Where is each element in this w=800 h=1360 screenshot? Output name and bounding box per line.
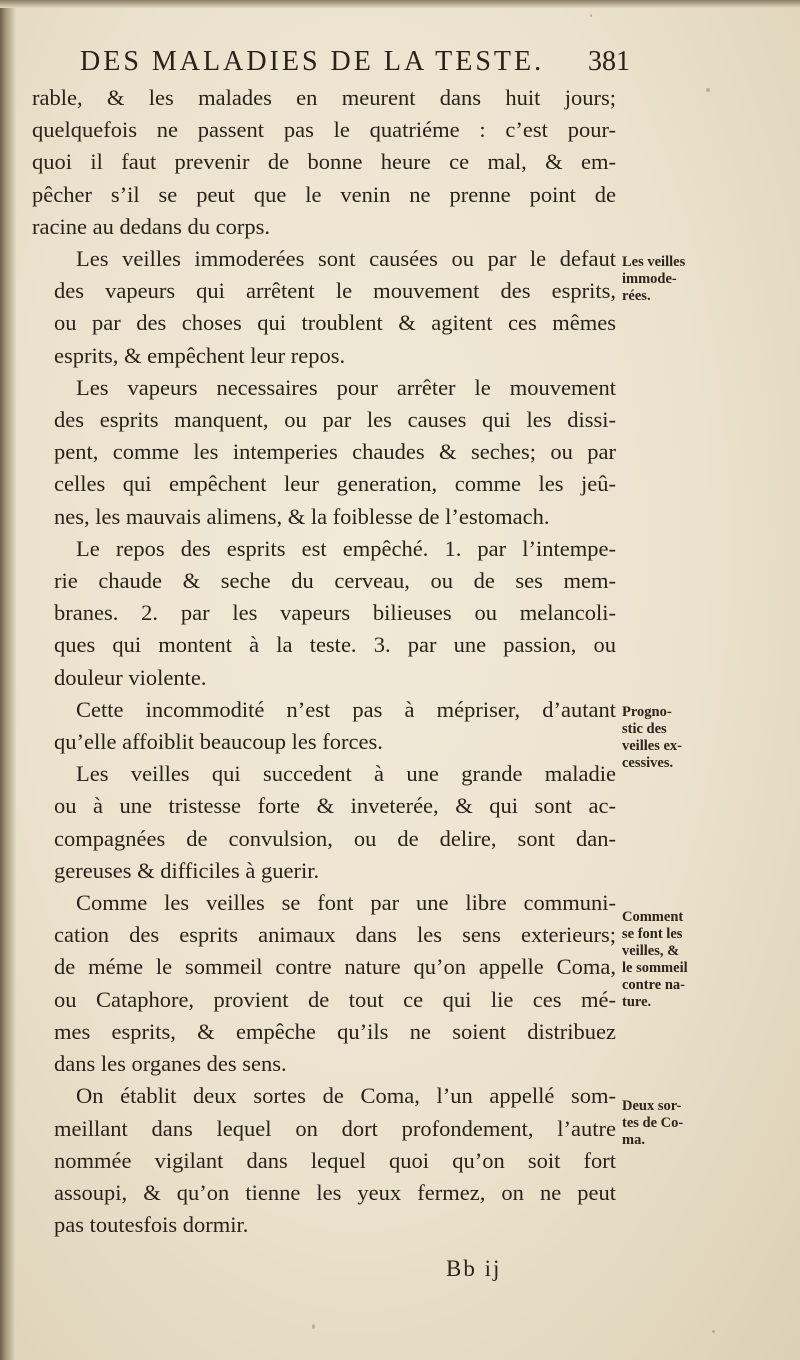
text-line: Le repos des esprits est empêché. 1. par l’intempe- bbox=[76, 535, 616, 561]
margin-note-line: contre na- bbox=[622, 977, 685, 993]
margin-note-line: Deux sor- bbox=[622, 1098, 682, 1114]
paper-speck bbox=[590, 14, 592, 17]
paragraph-p5 bbox=[32, 694, 616, 758]
margin-note-line: cessives. bbox=[622, 755, 674, 771]
text-line: pent, comme les intemperies chaudes & seches; ou par bbox=[54, 439, 616, 465]
margin-note-veilles-immoderees bbox=[622, 254, 734, 305]
margin-note-line: veilles, & bbox=[622, 943, 680, 959]
margin-note-line: se font les bbox=[622, 926, 683, 942]
margin-note-line: Progno- bbox=[622, 704, 672, 720]
text-line: assoupi, & qu’on tienne les yeux fermez, on ne peut bbox=[54, 1179, 616, 1205]
paper-speck bbox=[706, 88, 710, 92]
page-top-edge bbox=[0, 0, 800, 8]
signature-mark: Bb ij bbox=[446, 1256, 502, 1281]
margin-note-line: tes de Co- bbox=[622, 1115, 684, 1131]
text-line: Comme les veilles se font par une libre communi- bbox=[76, 890, 616, 916]
paper-speck bbox=[712, 1330, 715, 1333]
text-line: douleur violente. bbox=[54, 664, 207, 690]
text-line: esprits, & empêchent leur repos. bbox=[54, 342, 346, 368]
text-line: On établit deux sortes de Coma, l’un appellé som- bbox=[76, 1083, 616, 1109]
paragraph-p3 bbox=[32, 372, 616, 533]
text-line: Les veilles qui succedent à une grande maladie bbox=[76, 761, 616, 787]
margin-note-line: Les veilles bbox=[622, 254, 686, 270]
text-line: rable, & les malades en meurent dans huit jours; bbox=[32, 85, 616, 110]
paragraph-p7 bbox=[32, 887, 616, 1080]
text-line: compagnées de convulsion, ou de delire, sont dan- bbox=[54, 825, 616, 851]
text-line: mes esprits, & empêche qu’ils ne soient distribuez bbox=[54, 1018, 616, 1044]
text-line: branes. 2. par les vapeurs bilieuses ou melancoli- bbox=[54, 600, 616, 626]
text-line: ou par des choses qui troublent & agitent ces mêmes bbox=[54, 310, 616, 336]
running-head: DES MALADIES DE LA TESTE. bbox=[80, 46, 545, 77]
margin-note-comment-se-font bbox=[622, 909, 734, 1011]
text-line: quoi il faut prevenir de bonne heure ce mal, & em- bbox=[32, 149, 616, 175]
margin-note-line: immode- bbox=[622, 271, 677, 287]
paragraph-p2 bbox=[32, 243, 616, 372]
text-line: ou Cataphore, provient de tout ce qui lie ces mé- bbox=[54, 986, 616, 1012]
text-line: gereuses & difficiles à guerir. bbox=[54, 857, 320, 883]
page-header bbox=[70, 40, 630, 86]
margin-note-deux-sortes-coma bbox=[622, 1098, 734, 1149]
margin-note-line: ture. bbox=[622, 994, 652, 1010]
paragraph-p1 bbox=[32, 82, 616, 243]
text-line: des vapeurs qui arrêtent le mouvement des esprits, bbox=[54, 278, 616, 304]
text-line: nes, les mauvais alimens, & la foiblesse de l’estomach. bbox=[54, 503, 550, 529]
text-line: cation des esprits animaux dans les sens exterieurs; bbox=[54, 922, 616, 948]
text-line: Les vapeurs necessaires pour arrêter le mouvement bbox=[76, 374, 616, 400]
text-line: de méme le sommeil contre nature qu’on appelle Coma, bbox=[54, 954, 616, 980]
margin-note-line: rées. bbox=[622, 288, 651, 304]
text-line: celles qui empêchent leur generation, comme les jeû- bbox=[54, 471, 616, 497]
text-line: nommée vigilant dans lequel quoi qu’on soit fort bbox=[54, 1147, 616, 1173]
margin-note-line: stic des bbox=[622, 721, 667, 737]
text-line: meillant dans lequel on dort profondement, l’autre bbox=[54, 1115, 616, 1141]
text-line: qu’elle affoiblit beaucoup les forces. bbox=[54, 729, 383, 755]
paragraph-p4 bbox=[32, 533, 616, 694]
margin-note-line: ma. bbox=[622, 1132, 645, 1148]
text-line: rie chaude & seche du cerveau, ou de ses mem- bbox=[54, 568, 616, 594]
text-line: racine au dedans du corps. bbox=[32, 213, 271, 239]
margin-note-line: veilles ex- bbox=[622, 738, 682, 754]
text-line: Les veilles immoderées sont causées ou par le defaut bbox=[76, 246, 616, 272]
margin-note-prognostic bbox=[622, 704, 734, 772]
text-line: Cette incommodité n’est pas à mépriser, d’autant bbox=[76, 696, 616, 722]
text-line: pas toutesfois dormir. bbox=[54, 1212, 249, 1238]
paper-speck bbox=[312, 1324, 315, 1329]
paragraph-p6 bbox=[32, 758, 616, 887]
body-text bbox=[32, 82, 616, 1241]
margin-note-line: Comment bbox=[622, 909, 684, 925]
paragraph-p8 bbox=[32, 1080, 616, 1241]
text-line: dans les organes des sens. bbox=[54, 1051, 287, 1077]
text-line: pêcher s’il se peut que le venin ne prenne point de bbox=[32, 181, 616, 207]
text-line: ques qui montent à la teste. 3. par une passion, ou bbox=[54, 632, 616, 658]
text-line: des esprits manquent, ou par les causes qui les dissi- bbox=[54, 407, 616, 433]
page-gutter-edge bbox=[0, 0, 16, 1360]
text-line: quelquefois ne passent pas le quatriéme : c’est pour- bbox=[32, 117, 616, 143]
text-line: ou à une tristesse forte & inveterée, & qui sont ac- bbox=[54, 793, 616, 819]
margin-note-line: le sommeil bbox=[622, 960, 688, 976]
page-number: 381 bbox=[588, 46, 630, 77]
